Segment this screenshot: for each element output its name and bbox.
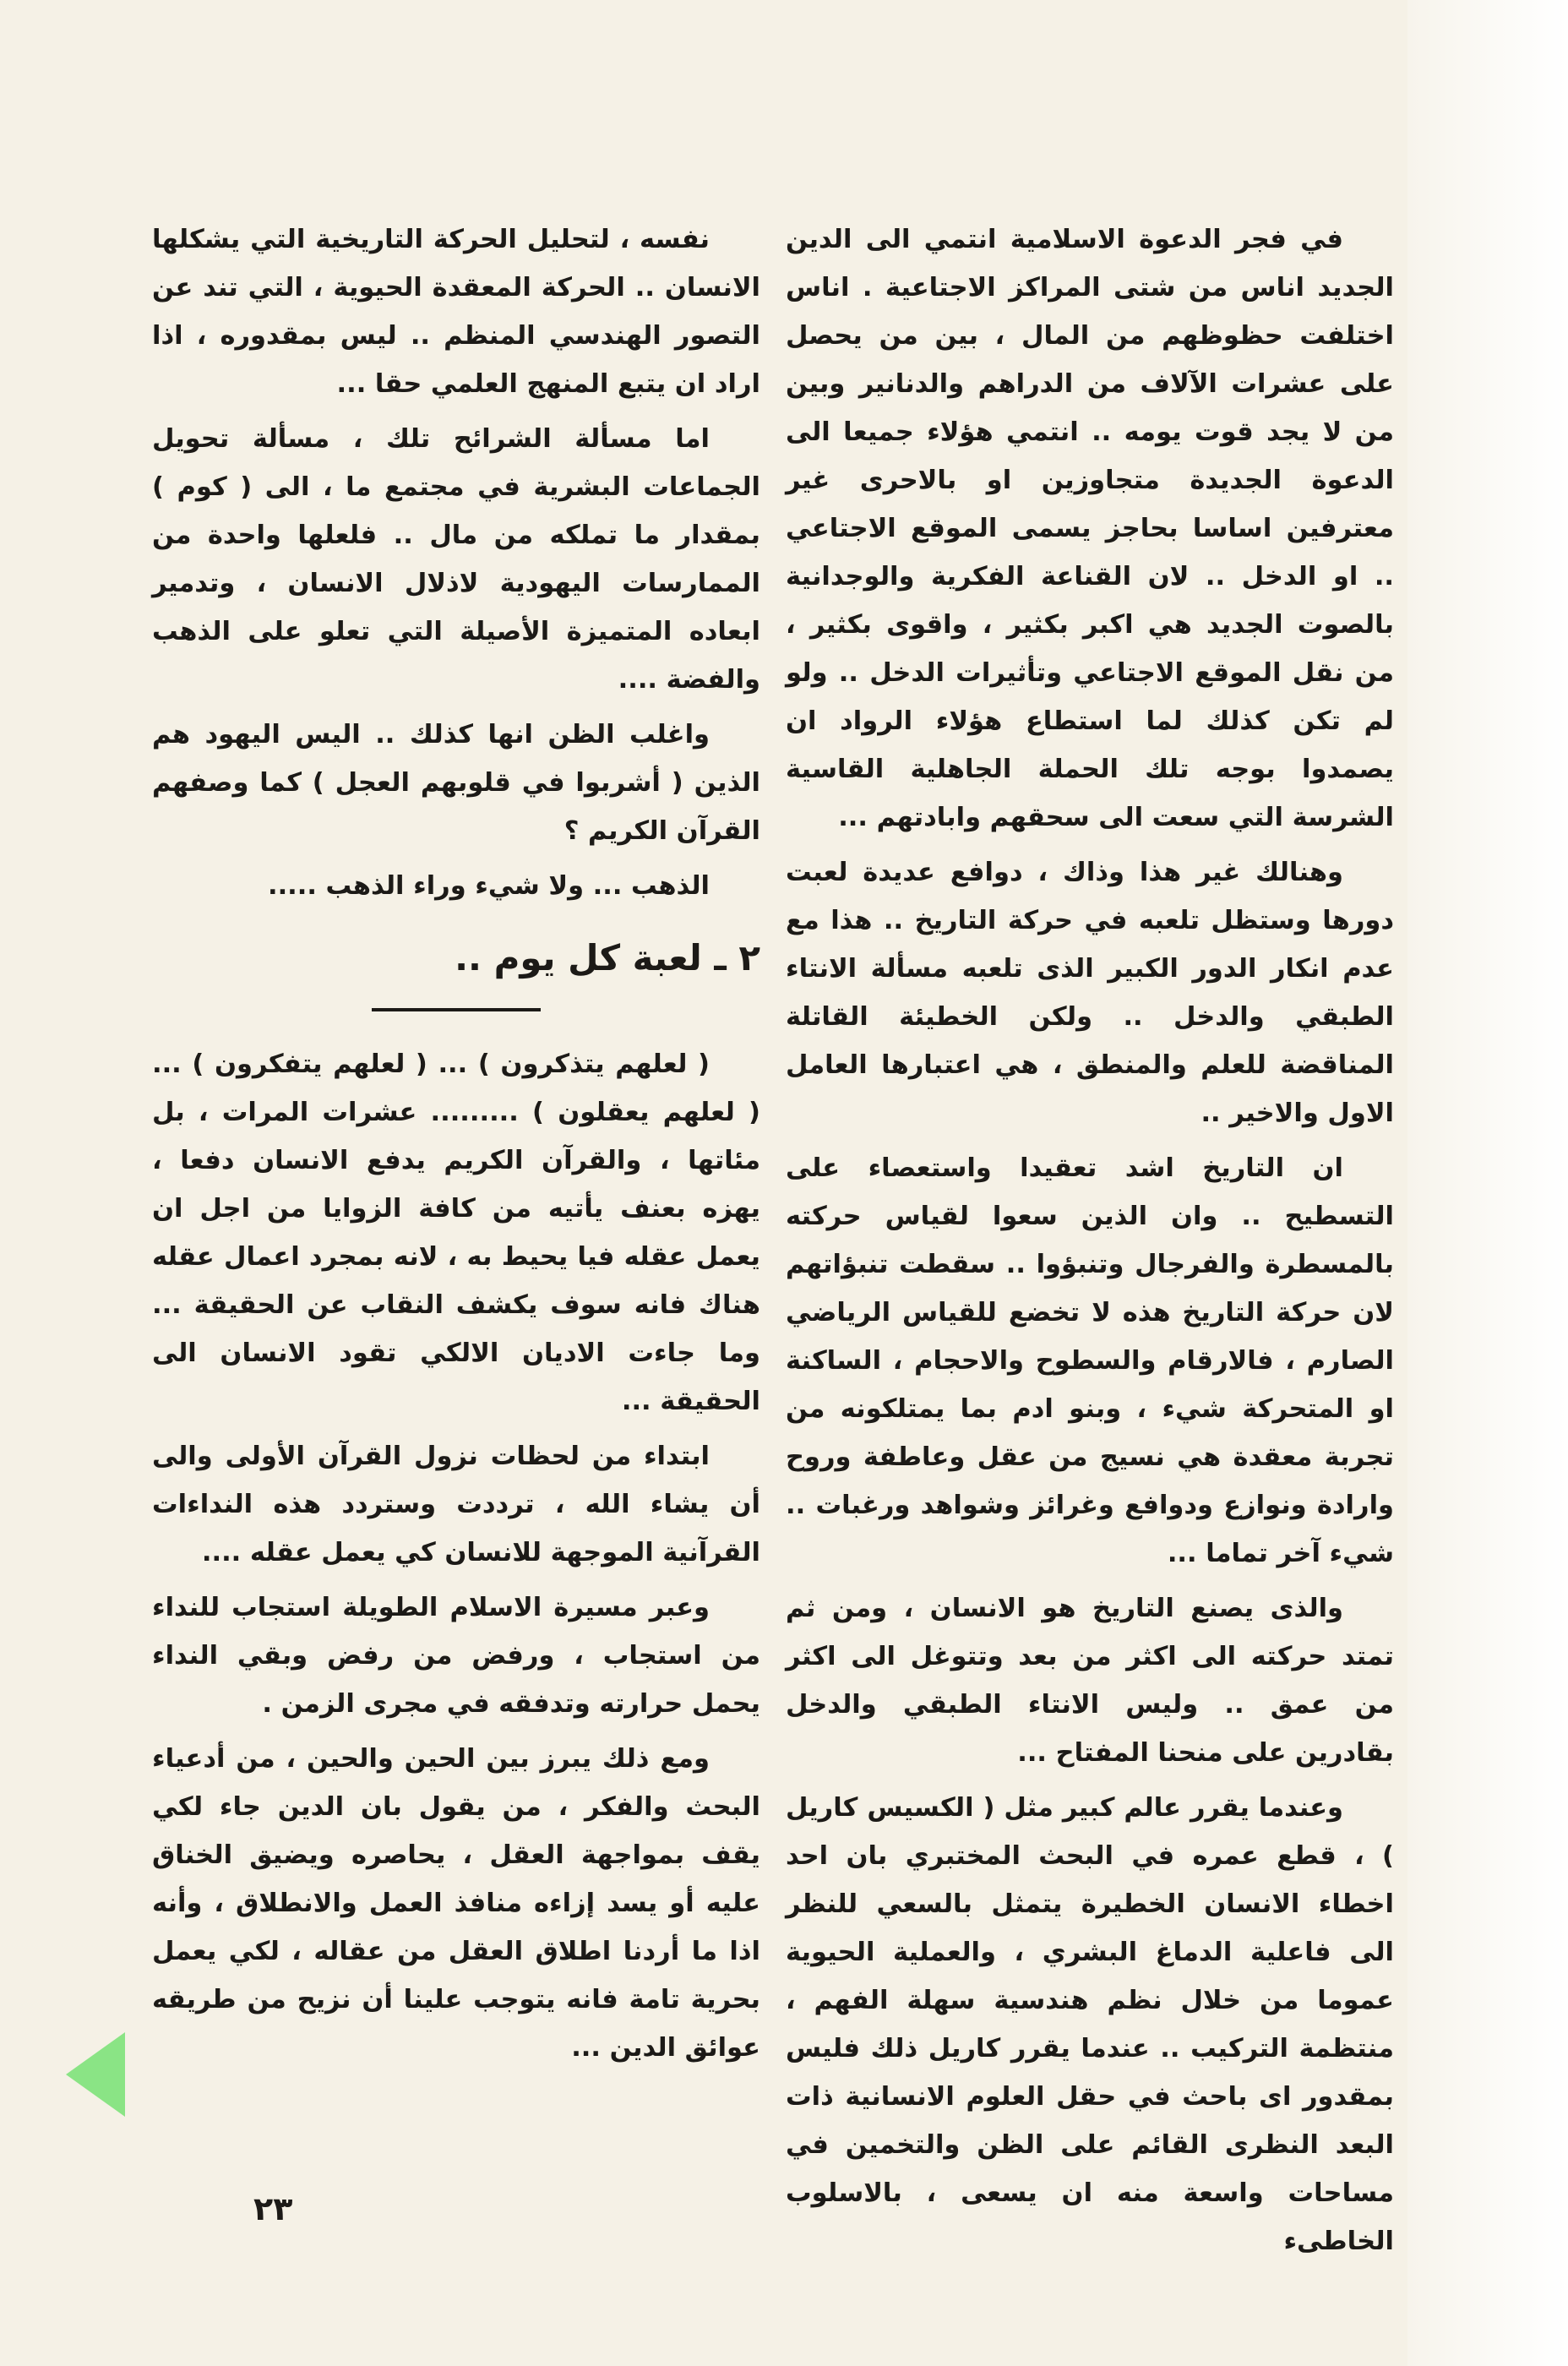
page-number: ٢٣: [253, 2190, 293, 2227]
paragraph: وهنالك غير هذا وذاك ، دوافع عديدة لعبت دورها وستظل تلعبه في حركة التاريخ .. هذا مع عدم انكار الدور الكبير الذى تلعبه مسألة الانتاء الطبقي والدخل .. ولكن الخطيئة القاتلة المناقضة للعلم والمنطق ، هي اعتبارها العامل الاول والاخير ..: [786, 858, 1394, 1128]
highlighter-mark: [66, 2032, 125, 2117]
paragraph: ومع ذلك يبرز بين الحين والحين ، من أدعياء البحث والفكر ، من يقول بان الدين جاء لكي يقف بمواجهة العقل ، يحاصره ويضيق الخناق عليه أو يسد إزاءه منافذ العمل والانطلاق ، وأنه اذا ما أردنا اطلاق العقل من عقاله ، لكي يعمل بحرية تامة فانه يتوجب علينا أن نزيح من طريقه عوائق الدين ...: [152, 1744, 760, 2063]
paragraph: واغلب الظن انها كذلك .. اليس اليهود هم الذين ( أشربوا في قلوبهم العجل ) كما وصفهم القرآن الكريم ؟: [152, 720, 760, 846]
page-edge: [1407, 0, 1568, 2366]
title-rule: [372, 1008, 541, 1011]
paragraph: وعندما يقرر عالم كبير مثل ( الكسيس كاريل ) ، قطع عمره في البحث المختبري بان احد اخطاء الانسان الخطيرة يتمثل بالسعي للنظر الى فاعلية الدماغ البشري ، والعملية الحيوية عموما من خلال نظم هندسية سهلة الفهم ، منتظمة التركيب .. عندما يقرر كاريل ذلك فليس بمقدور اى باحث في حقل العلوم الانسانية ذات البعد النظرى القائم على الظن والتخمين في مساحات واسعة منه ان يسعى ، بالاسلوب الخاطىء: [786, 1793, 1394, 2256]
paragraph: نفسه ، لتحليل الحركة التاريخية التي يشكلها الانسان .. الحركة المعقدة الحيوية ، التي تند عن التصور الهندسي المنظم .. ليس بمقدوره ، اذا اراد ان يتبع المنهج العلمي حقا ...: [152, 225, 760, 399]
paragraph: الذهب ... ولا شيء وراء الذهب .....: [268, 871, 710, 901]
left-column: [152, 215, 760, 2079]
paragraph: اما مسألة الشرائح تلك ، مسألة تحويل الجماعات البشرية في مجتمع ما ، الى ( كوم ) بمقدار ما تملكه من مال .. فلعلها واحدة من الممارسات اليهودية لاذلال الانسان ، وتدمير ابعاده المتميزة الأصيلة التي تعلو على الذهب والفضة ....: [152, 424, 760, 695]
paragraph: ان التاريخ اشد تعقيدا واستعصاء على التسطيح .. وان الذين سعوا لقياس حركته بالمسطرة والفرجال وتنبؤوا .. سقطت تنبؤاتهم لان حركة التاريخ هذه لا تخضع للقياس الرياضي الصارم ، فالارقام والسطوح والاحجام ، الساكنة او المتحركة شيء ، وبنو ادم بما يمتلكونه من تجربة معقدة هي نسيج من عقل وعاطفة وروح وارادة ونوازع ودوافع وغرائز وشواهد ورغبات .. شيء آخر تماما ...: [786, 1153, 1394, 1568]
paragraph: ابتداء من لحظات نزول القرآن الأولى والى أن يشاء الله ، ترددت وستردد هذه النداءات القرآنية الموجهة للانسان كي يعمل عقله ....: [152, 1442, 760, 1567]
paragraph: والذى يصنع التاريخ هو الانسان ، ومن ثم تمتد حركته الى اكثر من بعد وتتوغل الى اكثر من عمق .. وليس الانتاء الطبقي والدخل بقادرين على منحنا المفتاح ...: [786, 1594, 1394, 1768]
paragraph: ( لعلهم يتذكرون ) ... ( لعلهم يتفكرون ) ... ( لعلهم يعقلون ) ......... عشرات المرات ، بل مئاتها ، والقرآن الكريم يدفع الانسان دفعا ، يهزه بعنف يأتيه من كافة الزوايا من اجل ان يعمل عقله فيا يحيط به ، لانه بمجرد اعمال عقله هناك فانه سوف يكشف النقاب عن الحقيقة ... وما جاءت الاديان الالكي تقود الانسان الى الحقيقة ...: [152, 1049, 760, 1416]
right-column: [786, 215, 1394, 2272]
section-title: ٢ ـ لعبة كل يوم ..: [455, 937, 760, 979]
paragraph: وعبر مسيرة الاسلام الطويلة استجاب للنداء من استجاب ، ورفض من رفض وبقي النداء يحمل حرارته وتدفقه في مجرى الزمن .: [152, 1593, 760, 1719]
paragraph: في فجر الدعوة الاسلامية انتمي الى الدين الجديد اناس من شتى المراكز الاجتاعية . اناس اختلفت حظوظهم من المال ، بين من يحصل على عشرات الآلاف من الدراهم والدنانير وبين من لا يجد قوت يومه .. انتمي هؤلاء جميعا الى الدعوة الجديدة متجاوزين او بالاحرى غير معترفين اساسا بحاجز يسمى الموقع الاجتاعي .. او الدخل .. لان القناعة الفكرية والوجدانية بالصوت الجديد هي اكبر بكثير ، واقوى بكثير ، من نقل الموقع الاجتاعي وتأثيرات الدخل .. ولو لم تكن كذلك لما استطاع هؤلاء الرواد ان يصمدوا بوجه تلك الحملة الجاهلية القاسية الشرسة التي سعت الى سحقهم وابادتهم ...: [786, 225, 1394, 832]
